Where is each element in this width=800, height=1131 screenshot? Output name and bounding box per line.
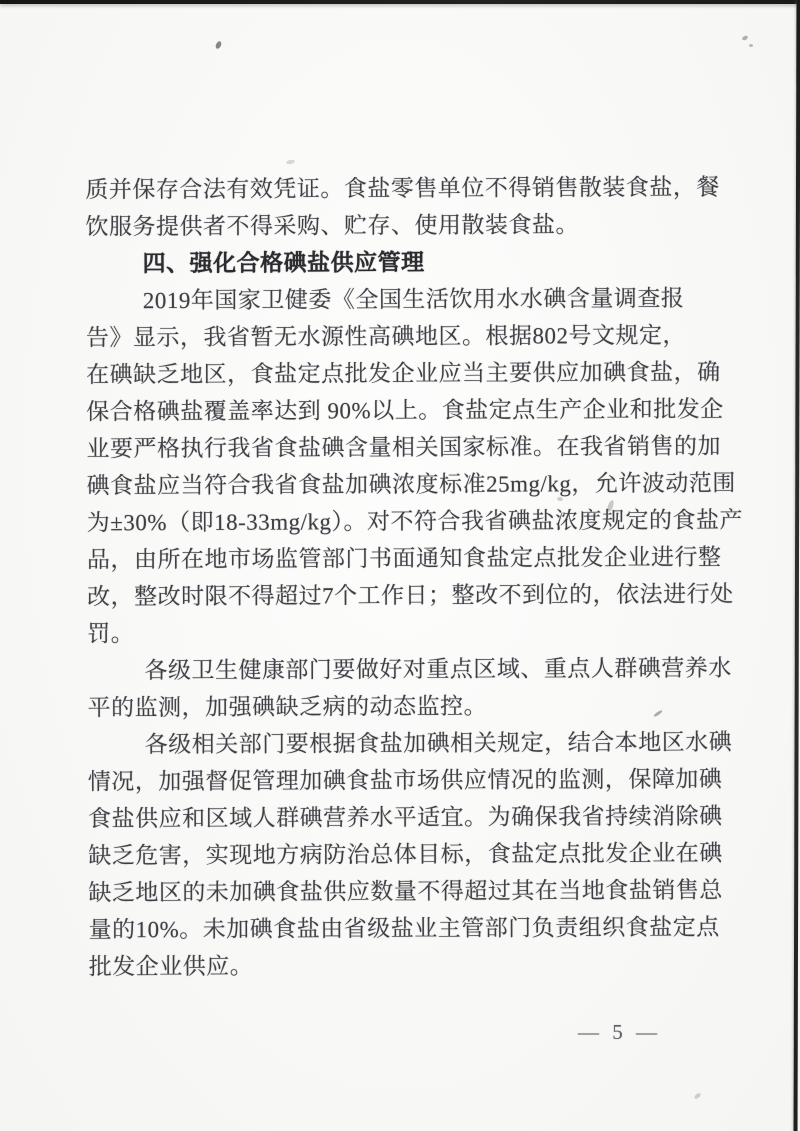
scan-speckle bbox=[741, 35, 748, 41]
text-line: 平的监测，加强碘缺乏病的动态监控。 bbox=[87, 693, 488, 721]
scan-speckle bbox=[694, 1092, 702, 1100]
scan-edge-right bbox=[794, 0, 800, 1131]
text-line: 碘食盐应当符合我省食盐加碘浓度标准25mg/kg，允许波动范围 bbox=[86, 470, 736, 499]
text-line: 缺乏地区的未加碘食盐供应数量不得超过其在当地食盐销售总 bbox=[88, 877, 723, 906]
section-heading: 四、强化合格碘盐供应管理 bbox=[142, 249, 425, 277]
text-line: 质并保存合法有效凭证。食盐零售单位不得销售散装食盐，餐 bbox=[85, 174, 720, 203]
paragraph-start-line: 2019年国家卫健委《全国生活饮用水水碘含量调查报 bbox=[142, 285, 685, 314]
text-line: 量的10%。未加碘食盐由省级盐业主管部门负责组织食盐定点 bbox=[88, 914, 720, 943]
text-line: 品，由所在地市场监管部门书面通知食盐定点批发企业进行整 bbox=[86, 544, 722, 573]
text-line: 罚。 bbox=[87, 621, 135, 647]
text-line: 改，整改时限不得超过7个工作日；整改不到位的，依法进行处 bbox=[87, 581, 734, 610]
text-line: 告》显示，我省暂无水源性高碘地区。根据802号文规定， bbox=[85, 322, 687, 351]
document-body bbox=[85, 169, 744, 986]
text-line: 业要严格执行我省食盐碘含量相关国家标准。在我省销售的加 bbox=[86, 433, 721, 462]
text-line: 食盐供应和区域人群碘营养水平适宜。为确保我省持续消除碘 bbox=[87, 803, 723, 832]
text-line: 在碘缺乏地区，食盐定点批发企业应当主要供应加碘食盐，确 bbox=[86, 359, 721, 388]
paragraph-start-line: 各级相关部门要根据食盐加碘相关规定，结合本地区水碘 bbox=[144, 729, 733, 758]
scan-edge-top bbox=[0, 0, 800, 4]
text-line: 批发企业供应。 bbox=[88, 953, 254, 980]
scan-speckle bbox=[286, 159, 296, 165]
paragraph-start-line: 各级卫生健康部门要做好对重点区域、重点人群碘营养水 bbox=[144, 655, 732, 684]
scan-speckle bbox=[749, 44, 753, 47]
scan-speckle bbox=[215, 40, 223, 49]
text-line: 情况，加强督促管理加碘食盐市场供应情况的监测，保障加碘 bbox=[87, 766, 723, 795]
text-line: 为±30%（即18-33mg/kg）。对不符合我省碘盐浓度规定的食盐产 bbox=[86, 507, 744, 536]
text-line: 饮服务提供者不得采购、贮存、使用散装食盐。 bbox=[85, 212, 580, 240]
text-line: 缺乏危害，实现地方病防治总体目标，食盐定点批发企业在碘 bbox=[88, 840, 723, 869]
page-number: — 5 — bbox=[578, 1020, 661, 1044]
text-line: 保合格碘盐覆盖率达到 90%以上。食盐定点生产企业和批发企 bbox=[86, 396, 724, 425]
